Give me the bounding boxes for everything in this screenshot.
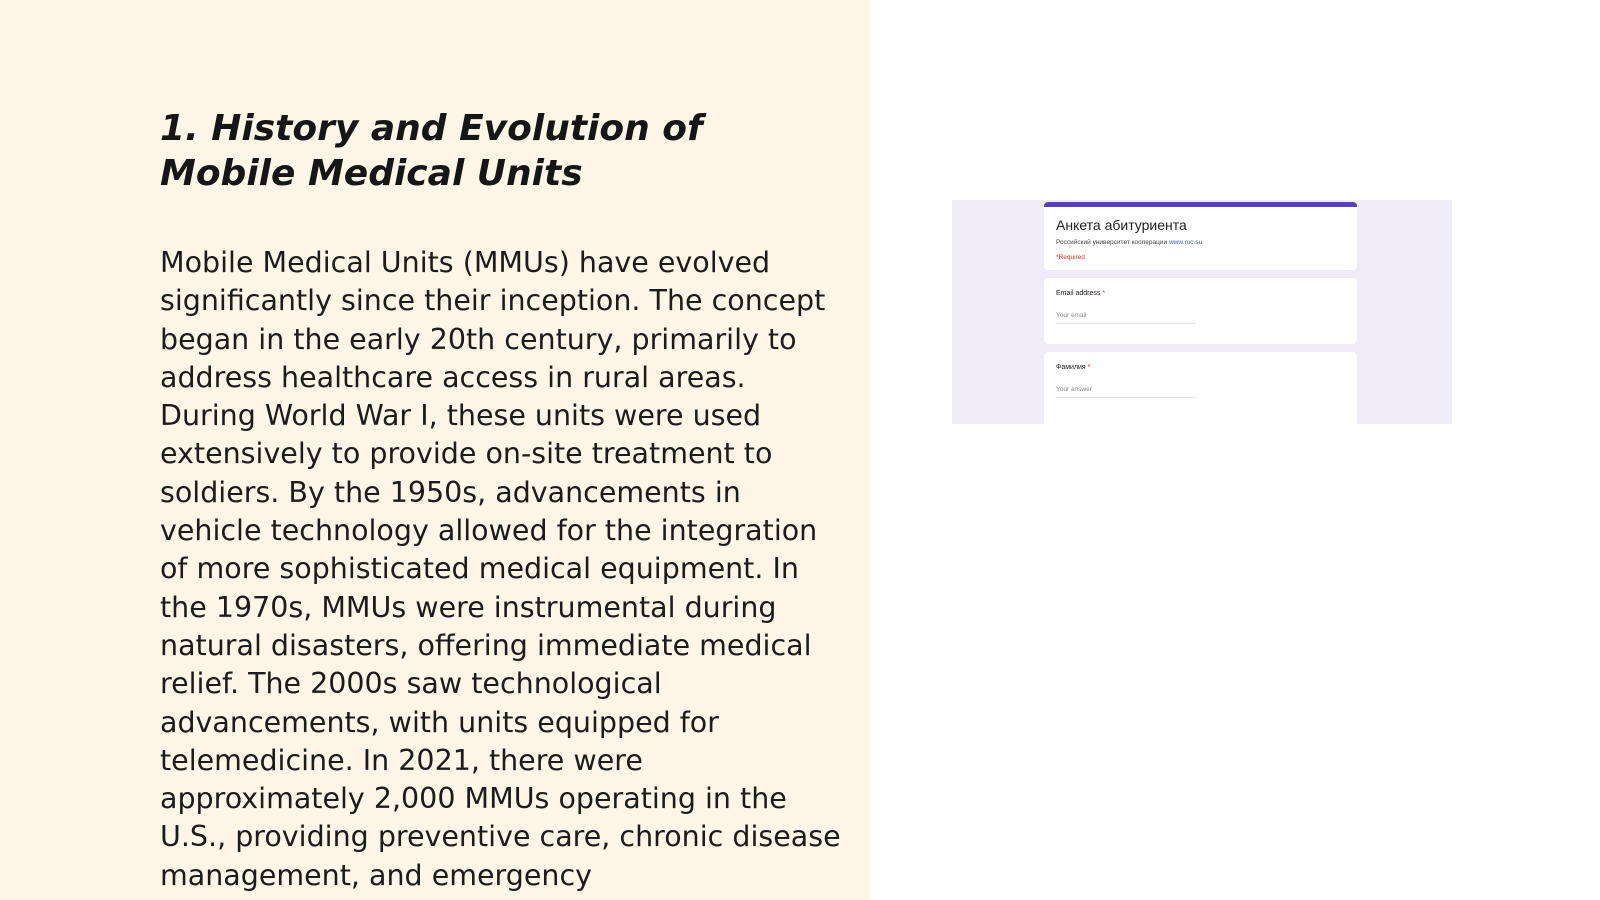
question-label-text: Email address (1056, 290, 1101, 297)
surname-field[interactable]: Your answer (1056, 386, 1196, 398)
form-header-card (1044, 202, 1357, 270)
form-title: Анкета абитуриента (1056, 217, 1187, 233)
form-description-text: Российский университет кооперации (1056, 239, 1168, 246)
form-description-link[interactable]: www.ruc.su (1168, 239, 1203, 246)
form-description (1056, 238, 1345, 247)
question-card-email (1044, 278, 1357, 344)
question-label-text: Фамилия (1056, 364, 1086, 371)
question-card-surname (1044, 352, 1357, 424)
form-column (1044, 202, 1357, 424)
slide-body-text: Mobile Medical Units (MMUs) have evolved significantly since their inception. The concept began in the early 20th century, primarily to address healthcare access in rural areas. During World War I, these units were used extensively to provide on-site treatment to soldiers. By the 1950s, advancements in vehicle technology allowed for the integration of more sophisticated medical equipment. In the 1970s, MMUs were instrumental during natural disasters, offering immediate medical relief. The 2000s saw technological advancements, with units equipped for telemedicine. In 2021, there were approximately 2,000 MMUs operating in the U.S., providing preventive care, chronic disease management, and emergency (160, 246, 841, 892)
question-label (1056, 363, 1345, 372)
question-label (1056, 289, 1345, 298)
slide-title: 1. History and Evolution of Mobile Medical Units (160, 108, 703, 194)
required-star: * (1087, 364, 1091, 371)
email-field[interactable]: Your email (1056, 312, 1196, 324)
required-note: *Required (1056, 254, 1085, 261)
required-star: * (1102, 290, 1106, 297)
form-screenshot-image (952, 200, 1452, 424)
